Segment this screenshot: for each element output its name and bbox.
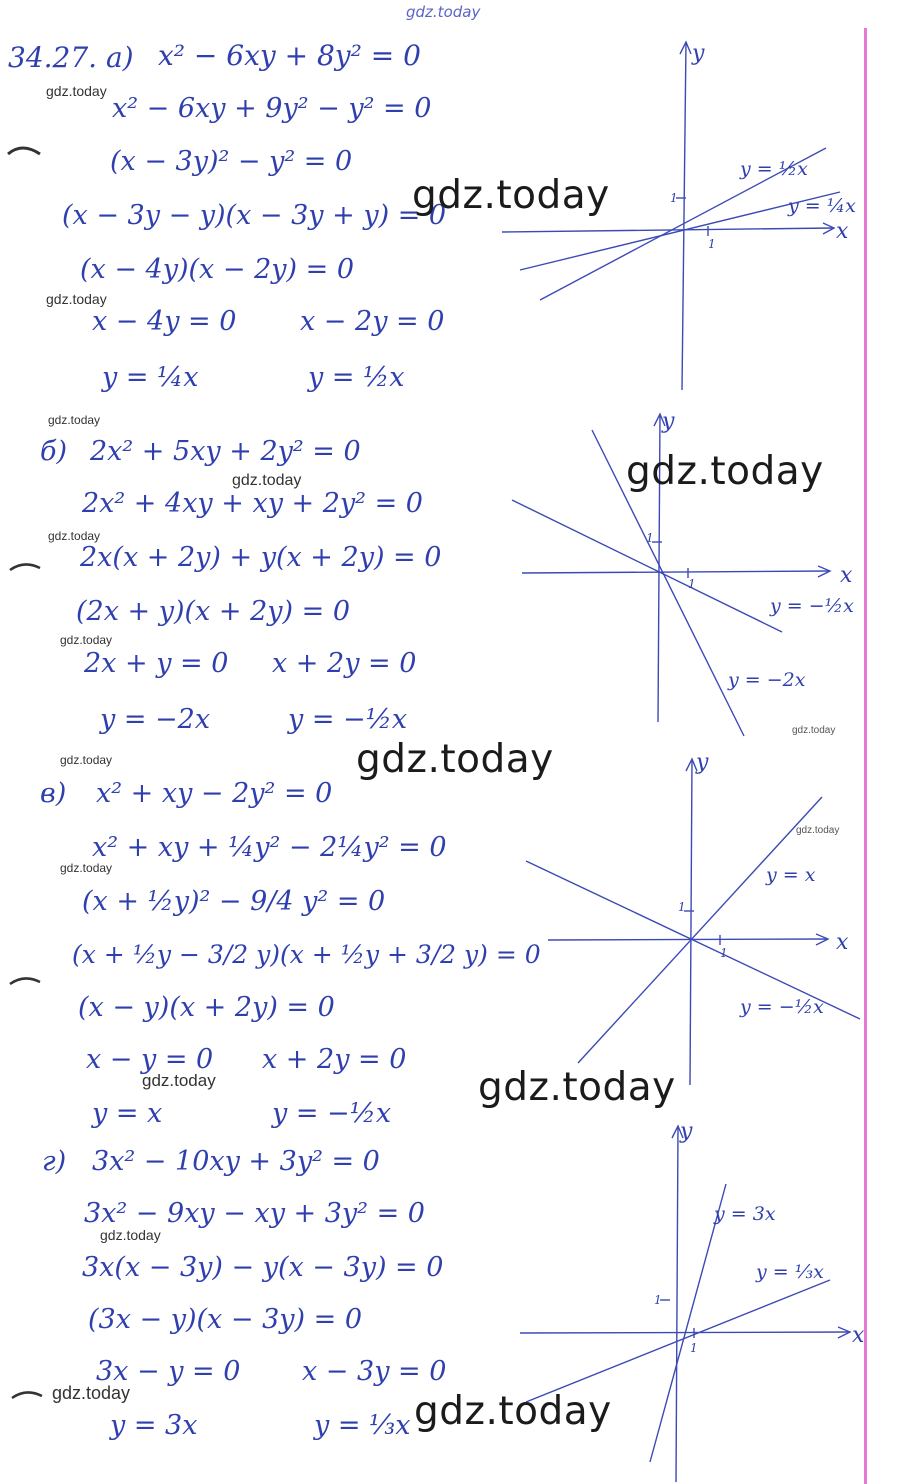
margin-mark (8, 556, 48, 576)
equation-line: y = −2x (100, 704, 211, 735)
y-axis (690, 759, 692, 1085)
line-y-neg-half-x (512, 500, 782, 632)
watermark-small: gdz.today (48, 529, 101, 543)
watermark-large: gdz.today (626, 449, 824, 494)
equation-line: 3x² − 9xy − xy + 3y² = 0 (84, 1198, 425, 1229)
equation-line: x² + xy − 2y² = 0 (96, 778, 333, 809)
x-axis-label: x (836, 930, 849, 955)
equation-line: (x + ½y)² − 9/4 y² = 0 (82, 886, 386, 917)
watermark-small: gdz.today (232, 472, 302, 489)
tick-label-x: 1 (720, 946, 728, 960)
x-axis (522, 571, 830, 573)
equation-line: 2x² + 5xy + 2y² = 0 (90, 436, 361, 467)
watermark-large: gdz.today (478, 1065, 676, 1110)
equation-line: x − 2y = 0 (300, 306, 445, 337)
part-label: г) (42, 1146, 67, 1177)
equation-line: (3x − y)(x − 3y) = 0 (88, 1304, 362, 1335)
equation-line: y = 3x (110, 1410, 198, 1441)
equation-line: 3x² − 10xy + 3y² = 0 (92, 1146, 380, 1177)
equation-line: y = ⅓x (314, 1410, 411, 1441)
graph-part-a (490, 30, 890, 430)
line-label-1: y = x (766, 864, 816, 886)
equation-line: 2x² + 4xy + xy + 2y² = 0 (82, 488, 423, 519)
equation-line: (x − y)(x + 2y) = 0 (78, 992, 335, 1023)
tick-label-x: 1 (690, 1341, 698, 1355)
watermark-small: gdz.today (142, 1071, 216, 1090)
problem-number: 34.27. а) (8, 41, 134, 74)
watermark-small: gdz.today (46, 291, 107, 307)
equation-line: (x − 3y)² − y² = 0 (110, 146, 353, 177)
line-label-1: y = −½x (770, 595, 854, 617)
x-axis-label: x (840, 563, 853, 588)
equation-line: x − 4y = 0 (92, 306, 237, 337)
equation-line: y = ½x (308, 362, 405, 393)
watermark-small: gdz.today (60, 753, 113, 767)
equation-line: y = x (92, 1098, 163, 1129)
line-label-2: y = ⅓x (756, 1261, 824, 1283)
x-axis-label: x (836, 219, 849, 244)
y-axis-label: y (680, 1119, 693, 1144)
tick-label-y: 1 (670, 191, 678, 205)
header-watermark: gdz.today (406, 3, 481, 21)
x-axis (548, 939, 828, 940)
part-label: б) (40, 436, 68, 467)
equation-line: x + 2y = 0 (272, 648, 417, 679)
equation-line: x² + xy + ¼y² − 2¼y² = 0 (92, 832, 447, 863)
equation-line: x² − 6xy + 8y² = 0 (158, 39, 421, 72)
y-axis-label: y (696, 750, 709, 775)
watermark-small: gdz.today (48, 413, 101, 427)
equation-line: y = −½x (272, 1098, 392, 1129)
watermark-small: gdz.today (100, 1227, 161, 1243)
y-axis-label: y (662, 409, 675, 434)
part-label: в) (40, 778, 67, 809)
equation-line: y = ¼x (102, 362, 199, 393)
watermark-large: gdz.today (414, 1389, 612, 1434)
equation-line: x − 3y = 0 (302, 1356, 447, 1387)
y-axis-label: y (692, 41, 705, 66)
margin-mark (6, 140, 46, 160)
watermark-small: gdz.today (60, 861, 113, 875)
watermark-tiny: gdz.today (792, 725, 836, 736)
line-label-2: y = ¼x (788, 195, 856, 217)
watermark-tiny: gdz.today (796, 825, 840, 836)
watermark-small: gdz.today (52, 1383, 131, 1403)
line-label-2: y = −½x (740, 996, 824, 1018)
line-label-2: y = −2x (728, 669, 806, 691)
equation-line: (x − 3y − y)(x − 3y + y) = 0 (62, 200, 447, 231)
line-y-third-x (526, 1280, 830, 1402)
y-axis (676, 1126, 678, 1482)
line-y-x (578, 797, 822, 1063)
watermark-large: gdz.today (412, 173, 610, 218)
y-axis (682, 42, 686, 390)
equation-line: (x + ½y − 3/2 y)(x + ½y + 3/2 y) = 0 (72, 940, 541, 969)
equation-line: (x − 4y)(x − 2y) = 0 (80, 254, 354, 285)
equation-line: y = −½x (288, 704, 408, 735)
watermark-small: gdz.today (46, 83, 107, 99)
line-y-3x (650, 1184, 726, 1462)
equation-line: x + 2y = 0 (262, 1044, 407, 1075)
line-label-1: y = ½x (740, 158, 808, 180)
watermark-small: gdz.today (60, 633, 113, 647)
margin-mark (10, 1384, 50, 1404)
tick-label-y: 1 (678, 900, 686, 914)
equation-line: 3x − y = 0 (96, 1356, 241, 1387)
tick-label-x: 1 (708, 237, 716, 251)
watermark-large: gdz.today (356, 737, 554, 782)
graph-part-v (510, 745, 890, 1095)
equation-line: 3x(x − 3y) − y(x − 3y) = 0 (82, 1252, 444, 1283)
equation-line: 2x + y = 0 (84, 648, 229, 679)
equation-line: x² − 6xy + 9y² − y² = 0 (112, 93, 432, 124)
equation-line: x − y = 0 (86, 1044, 214, 1075)
tick-label-x: 1 (688, 577, 696, 591)
line-label-1: y = 3x (714, 1203, 776, 1225)
equation-line: (2x + y)(x + 2y) = 0 (76, 596, 350, 627)
x-axis-label: x (852, 1323, 865, 1348)
margin-mark (8, 970, 48, 990)
tick-label-y: 1 (654, 1293, 662, 1307)
equation-line: 2x(x + 2y) + y(x + 2y) = 0 (80, 542, 442, 573)
tick-label-y: 1 (646, 531, 654, 545)
